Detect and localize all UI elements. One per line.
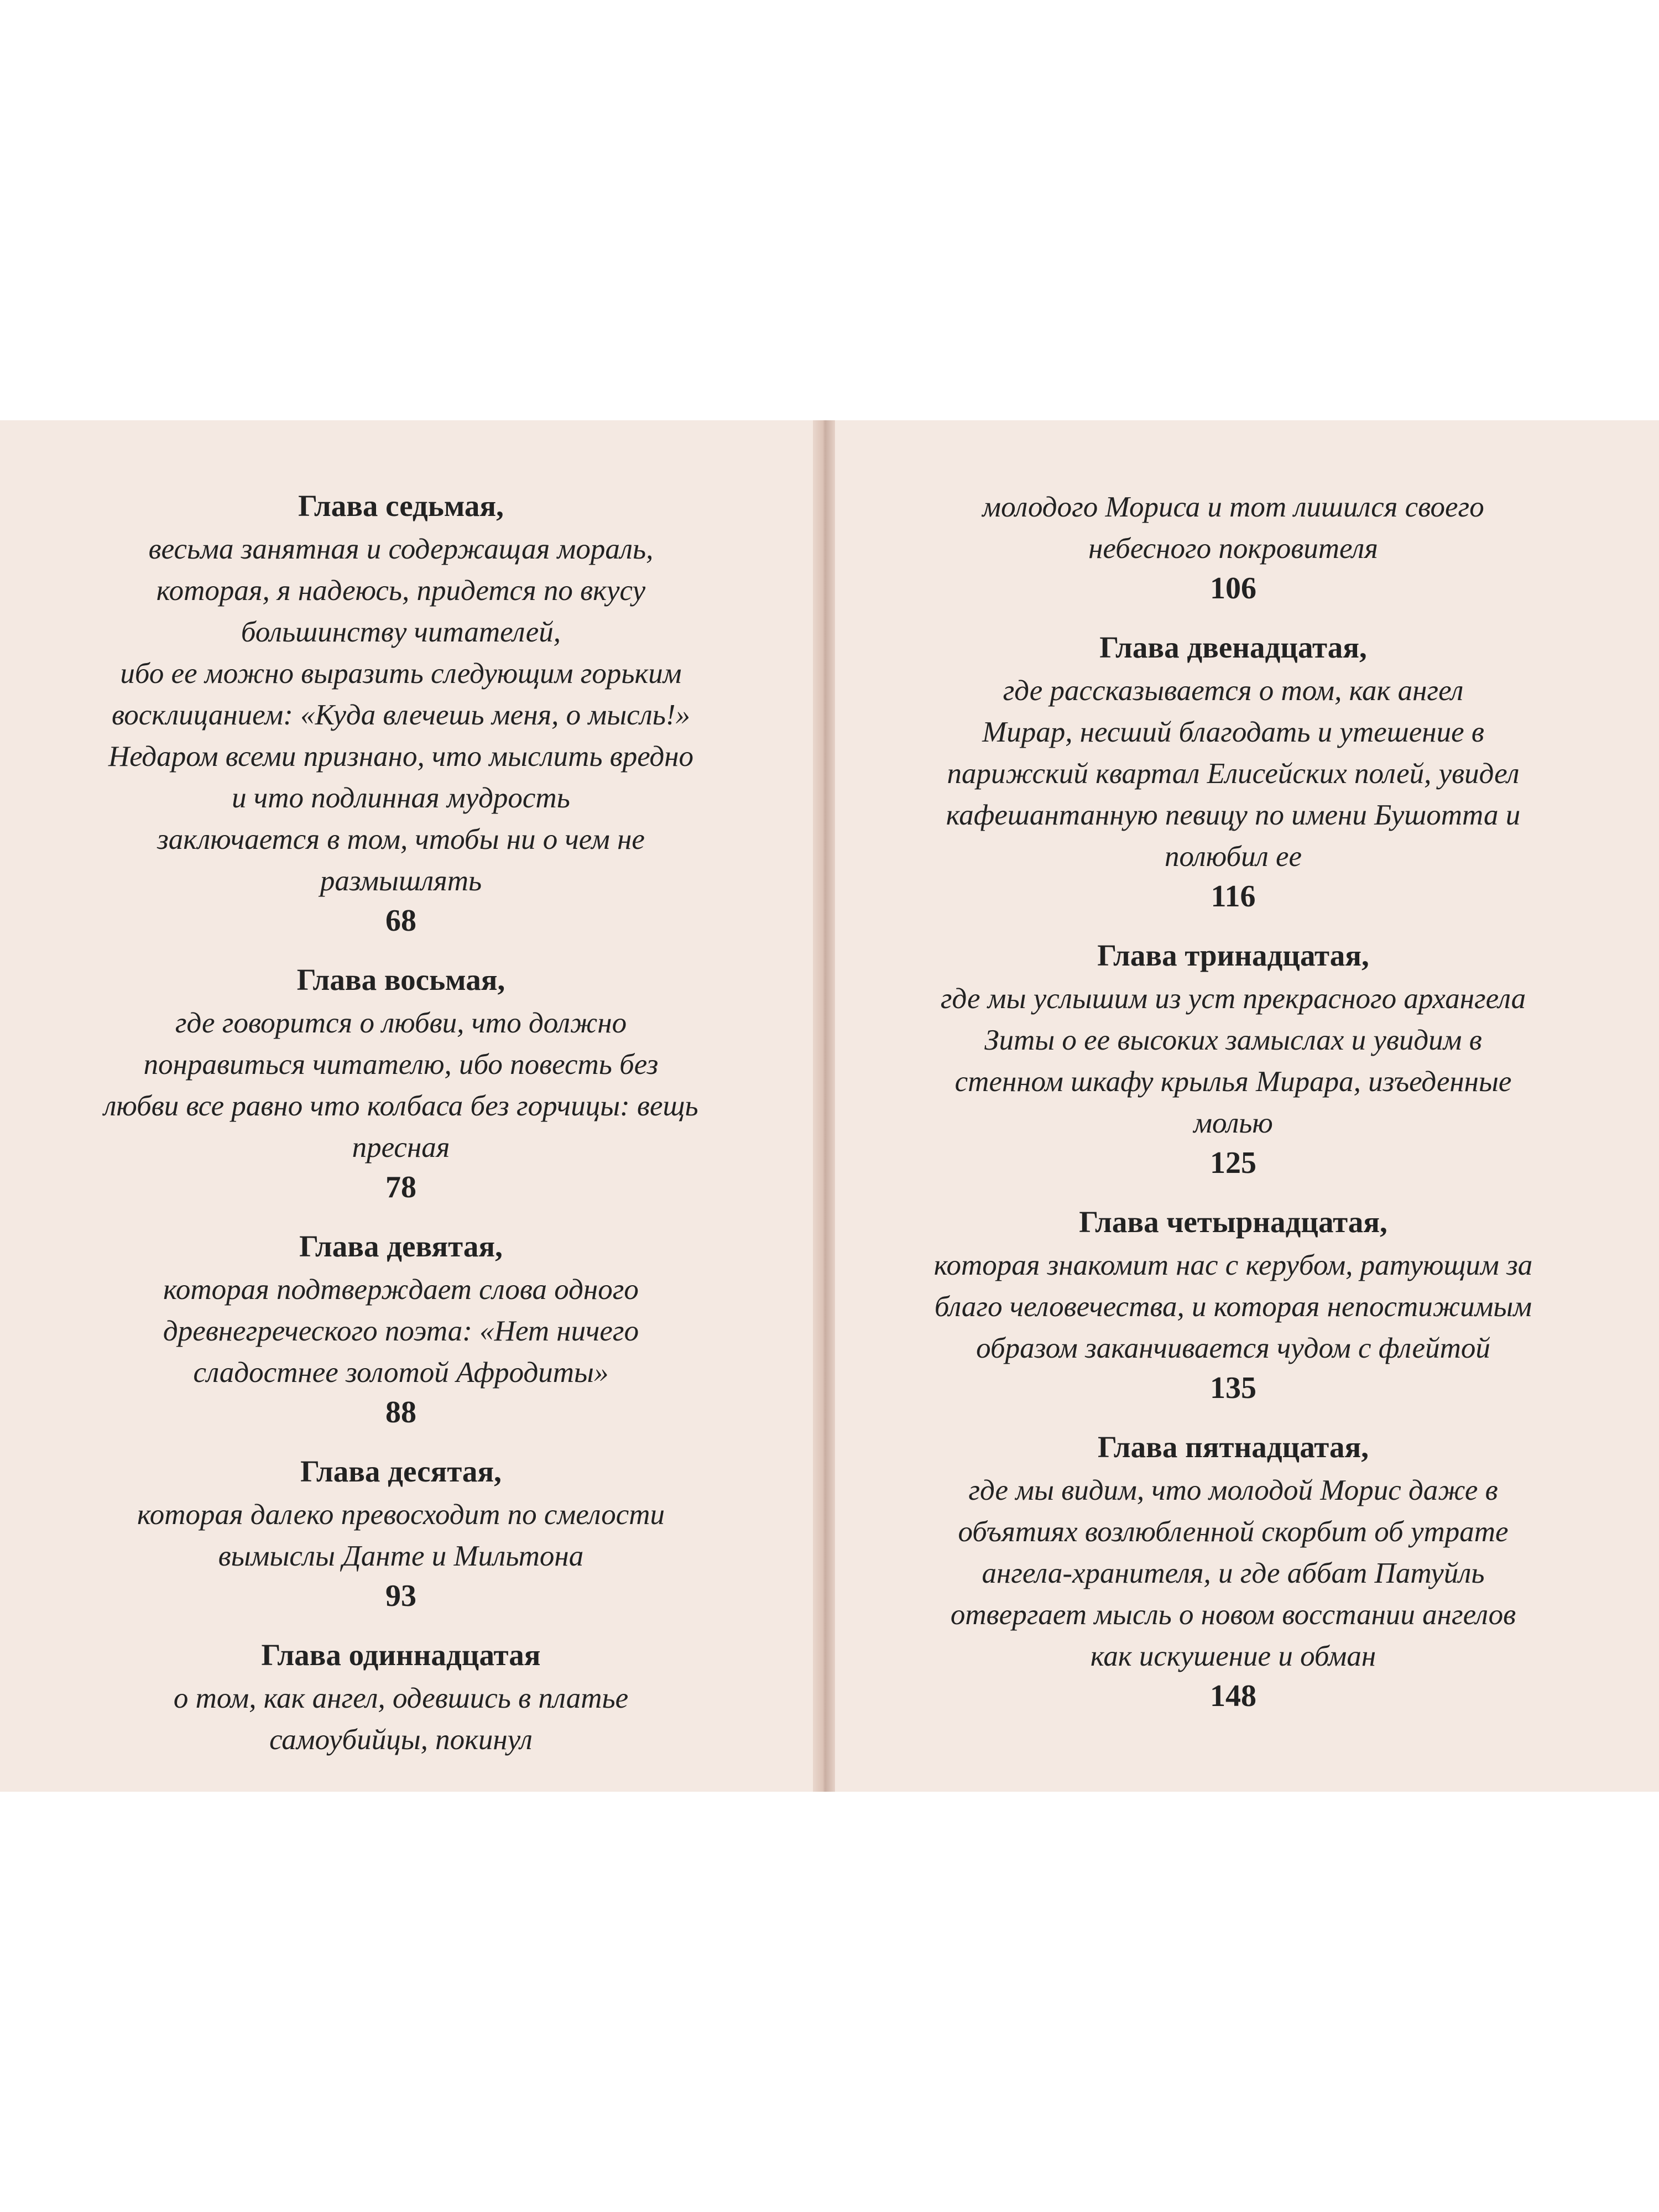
chapter-description-line: полюбил ее (1164, 841, 1302, 873)
right-toc-column (860, 487, 1606, 1736)
chapter-description-line: восклицанием: «Куда влечешь меня, о мысль!» (111, 699, 691, 731)
chapter-description-line: образом заканчивается чудом с флейтой (976, 1332, 1490, 1364)
chapter-description-line: молодого Мориса и тот лишился своего (982, 491, 1484, 523)
left-page (0, 420, 816, 1792)
chapter-page-number: 148 (1210, 1679, 1256, 1713)
chapter-heading: Глава тринадцатая, (1097, 938, 1369, 972)
book-spread (0, 420, 1659, 1792)
chapter-description-line: сладостнее золотой Афродиты» (193, 1357, 609, 1389)
chapter-description-line: парижский квартал Елисейских полей, увидел (947, 758, 1520, 790)
chapter-description-line: древнегреческого поэта: «Нет ничего (163, 1315, 639, 1347)
chapter-page-number: 88 (385, 1395, 416, 1430)
chapter-description-line: большинству читателей, (241, 616, 561, 648)
toc-entry (39, 1636, 763, 1761)
chapter-description-line: о том, как ангел, одевшись в платье (173, 1682, 629, 1714)
chapter-description-line: Мирар, несший благодать и утешение в (982, 716, 1484, 748)
chapter-description-line: где рассказывается о том, как ангел (1003, 675, 1464, 707)
chapter-page-number: 93 (385, 1579, 416, 1613)
chapter-description-line: пресная (352, 1131, 450, 1164)
chapter-description-line: заключается в том, чтобы ни о чем не (157, 823, 645, 855)
chapter-description-line: самоубийцы, покинул (269, 1724, 533, 1756)
chapter-heading: Глава девятая, (299, 1229, 503, 1263)
chapter-heading: Глава одиннадцатая (261, 1638, 541, 1672)
chapter-heading: Глава пятнадцатая, (1097, 1430, 1369, 1464)
chapter-description-line: весьма занятная и содержащая мораль, (148, 533, 654, 565)
toc-entry (39, 1452, 763, 1615)
chapter-description-line: кафешантанную певицу по имени Бушотта и (946, 799, 1521, 831)
chapter-page-number: 78 (385, 1170, 416, 1204)
chapter-heading: Глава четырнадцатая, (1079, 1205, 1387, 1239)
chapter-description-line: объятиях возлюбленной скорбит об утрате (958, 1516, 1509, 1548)
book-gutter (813, 420, 835, 1792)
chapter-description-line: как искушение и обман (1090, 1640, 1376, 1672)
chapter-description-line: которая знакомит нас с керубом, ратующим за (933, 1249, 1533, 1281)
chapter-page-number: 125 (1210, 1146, 1256, 1180)
chapter-page-number: 106 (1210, 571, 1256, 606)
chapter-description-line: Недаром всеми признано, что мыслить вредно (108, 740, 694, 773)
chapter-description-line: и что подлинная мудрость (232, 782, 570, 814)
chapter-description-line: благо человечества, и которая непостижимым (934, 1291, 1532, 1323)
chapter-description-line: небесного покровителя (1088, 533, 1378, 565)
chapter-description-line: где мы видим, что молодой Морис даже в (968, 1474, 1498, 1506)
right-page (830, 420, 1659, 1792)
chapter-page-number: 135 (1210, 1371, 1256, 1405)
chapter-heading: Глава седьмая, (298, 489, 504, 523)
toc-entry (39, 1227, 763, 1431)
chapter-description-line: Зиты о ее высоких замыслах и увидим в (984, 1024, 1482, 1056)
toc-entry (860, 936, 1606, 1182)
toc-entry (860, 628, 1606, 915)
chapter-description-line: стенном шкафу крылья Мирара, изъеденные (954, 1066, 1512, 1098)
chapter-description-line: ибо ее можно выразить следующим горьким (120, 658, 682, 690)
chapter-description-line: отвергает мысль о новом восстании ангелов (950, 1599, 1516, 1631)
toc-entry (860, 1428, 1606, 1715)
chapter-description-line: которая, я надеюсь, придется по вкусу (156, 575, 646, 607)
chapter-description-line: которая далеко превосходит по смелости (137, 1499, 665, 1531)
chapter-description-line: ангела-хранителя, и где аббат Патуйль (982, 1557, 1485, 1589)
chapter-description-line: любви все равно что колбаса без горчицы: вещь (103, 1090, 698, 1122)
toc-entry (39, 487, 763, 940)
chapter-heading: Глава восьмая, (296, 963, 505, 997)
chapter-page-number: 68 (385, 904, 416, 938)
chapter-description-line: молью (1193, 1107, 1273, 1139)
chapter-page-number: 116 (1211, 879, 1256, 914)
chapter-description-line: которая подтверждает слова одного (163, 1274, 639, 1306)
chapter-description-line: где мы услышим из уст прекрасного архангела (940, 983, 1526, 1015)
chapter-description-line: размышлять (320, 865, 482, 897)
left-toc-column (39, 487, 763, 1782)
chapter-description-line: где говорится о любви, что должно (175, 1007, 627, 1039)
toc-entry (39, 961, 763, 1206)
toc-continuation (860, 487, 1606, 607)
toc-entry (860, 1203, 1606, 1407)
chapter-heading: Глава десятая, (300, 1454, 502, 1488)
chapter-description-line: вымыслы Данте и Мильтона (218, 1540, 584, 1572)
chapter-heading: Глава двенадцатая, (1099, 630, 1367, 664)
chapter-description-line: понравиться читателю, ибо повесть без (143, 1048, 659, 1081)
